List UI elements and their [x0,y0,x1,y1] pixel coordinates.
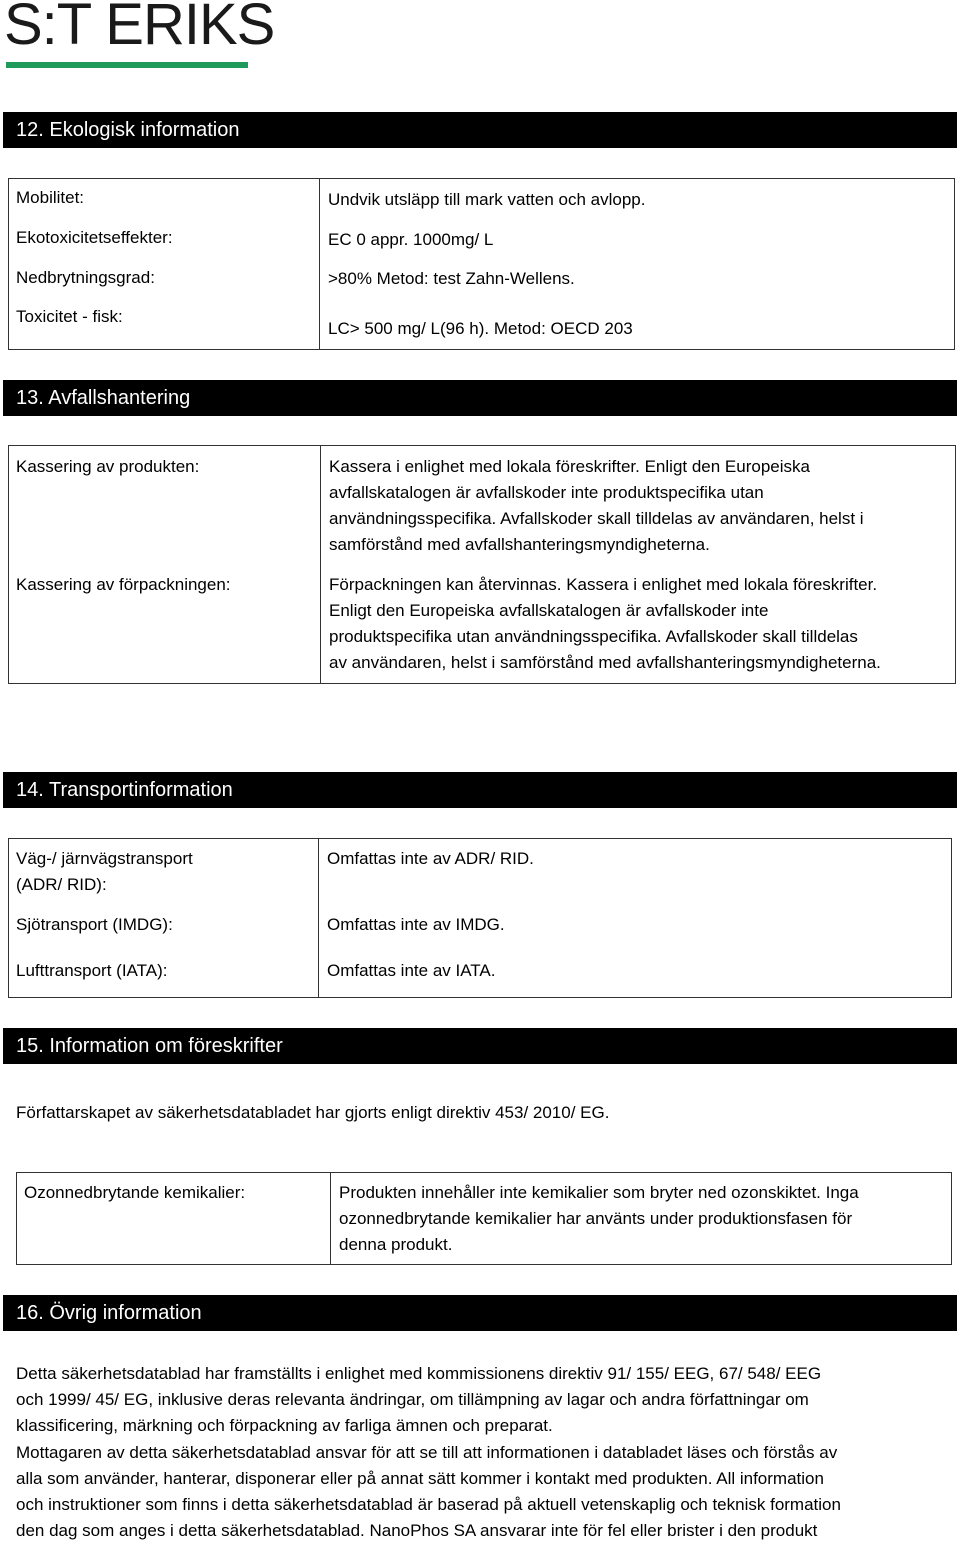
value-product-disposal-line-1: Kassera i enlighet med lokala föreskrifter. Enligt den Europeiska [329,457,810,476]
label-mobility: Mobilitet: [16,188,85,207]
other-info-line-3: klassificering, märkning och förpackning av farliga ämnen och preparat. [16,1416,553,1435]
other-info-line-7: den dag som anges i detta säkerhetsdatablad. NanoPhos SA ansvarar inte för fel eller brister i den produkt [16,1521,818,1540]
section-15-header: 15. Information om föreskrifter [3,1028,957,1064]
column-divider [330,1173,331,1264]
other-info-line-4: Mottagaren av detta säkerhetsdatablad ansvar för att se till att informationen i databladet läses och förstås av [16,1443,838,1462]
other-info-line-2: och 1999/ 45/ EG, inklusive deras relevanta ändringar, om tillämpning av lagar och andra författningar om [16,1390,809,1409]
value-product-disposal-line-2: avfallskatalogen är avfallskoder inte produktspecifika utan [329,483,764,502]
value-ozone-line-2: ozonnedbrytande kemikalier har använts under produktionsfasen för [339,1209,853,1228]
section-14-table [8,838,952,998]
label-road-rail-transport-line-2: (ADR/ RID): [16,875,107,894]
other-info-line-5: alla som använder, hanterar, disponerar eller på annat sätt kommer i kontakt med produkten. All information [16,1469,824,1488]
logo-wordmark: S:T ERIKS [4,0,275,57]
column-divider [320,446,321,683]
label-product-disposal: Kassering av produkten: [16,457,200,476]
value-product-disposal-line-4: samförstånd med avfallshanteringsmyndigheterna. [329,535,710,554]
value-fish-toxicity: LC> 500 mg/ L(96 h). Metod: OECD 203 [328,319,633,338]
value-ecotoxicity: EC 0 appr. 1000mg/ L [328,230,494,249]
value-air-transport: Omfattas inte av IATA. [327,961,496,980]
other-info-line-6: och instruktioner som finns i detta säkerhetsdatablad är baserad på aktuell vetenskaplig och teknisk formation [16,1495,841,1514]
label-degradation: Nedbrytningsgrad: [16,268,155,287]
section-13-table [8,445,956,684]
section-12-table [8,178,955,350]
section-16-header: 16. Övrig information [3,1295,957,1331]
value-product-disposal-line-3: användningsspecifika. Avfallskoder skall tilldelas av användaren, helst i [329,509,864,528]
label-ecotoxicity: Ekotoxicitetseffekter: [16,228,173,247]
column-divider [319,179,320,349]
value-ozone-line-1: Produkten innehåller inte kemikalier som bryter ned ozonskiktet. Inga [339,1183,859,1202]
value-packaging-disposal-line-2: Enligt den Europeiska avfallskatalogen är avfallskoder inte [329,601,769,620]
value-mobility: Undvik utsläpp till mark vatten och avlopp. [328,190,646,209]
label-road-rail-transport-line-1: Väg-/ järnvägstransport [16,849,193,868]
label-sea-transport: Sjötransport (IMDG): [16,915,173,934]
company-logo [4,0,275,72]
label-fish-toxicity: Toxicitet - fisk: [16,307,123,326]
value-sea-transport: Omfattas inte av IMDG. [327,915,505,934]
section-12-header: 12. Ekologisk information [3,112,957,148]
ozone-table [16,1172,952,1265]
label-air-transport: Lufttransport (IATA): [16,961,168,980]
value-ozone-line-3: denna produkt. [339,1235,453,1254]
section-14-header: 14. Transportinformation [3,772,957,808]
logo-accent-bar [6,62,248,68]
section-13-header: 13. Avfallshantering [3,380,957,416]
regulation-authorship-text: Författarskapet av säkerhetsdatabladet har gjorts enligt direktiv 453/ 2010/ EG. [16,1103,610,1122]
value-packaging-disposal-line-3: produktspecifika utan användningsspecifika. Avfallskoder skall tilldelas [329,627,858,646]
value-packaging-disposal-line-4: av användaren, helst i samförstånd med avfallshanteringsmyndigheterna. [329,653,881,672]
label-ozone-depleting: Ozonnedbrytande kemikalier: [24,1183,246,1202]
other-info-line-1: Detta säkerhetsdatablad har framställts i enlighet med kommissionens direktiv 91/ 155/ EEG, 67/ 548/ EEG [16,1364,822,1383]
value-road-rail-transport: Omfattas inte av ADR/ RID. [327,849,534,868]
value-packaging-disposal-line-1: Förpackningen kan återvinnas. Kassera i enlighet med lokala föreskrifter. [329,575,878,594]
column-divider [318,839,319,997]
label-packaging-disposal: Kassering av förpackningen: [16,575,231,594]
value-degradation: >80% Metod: test Zahn-Wellens. [328,269,575,288]
